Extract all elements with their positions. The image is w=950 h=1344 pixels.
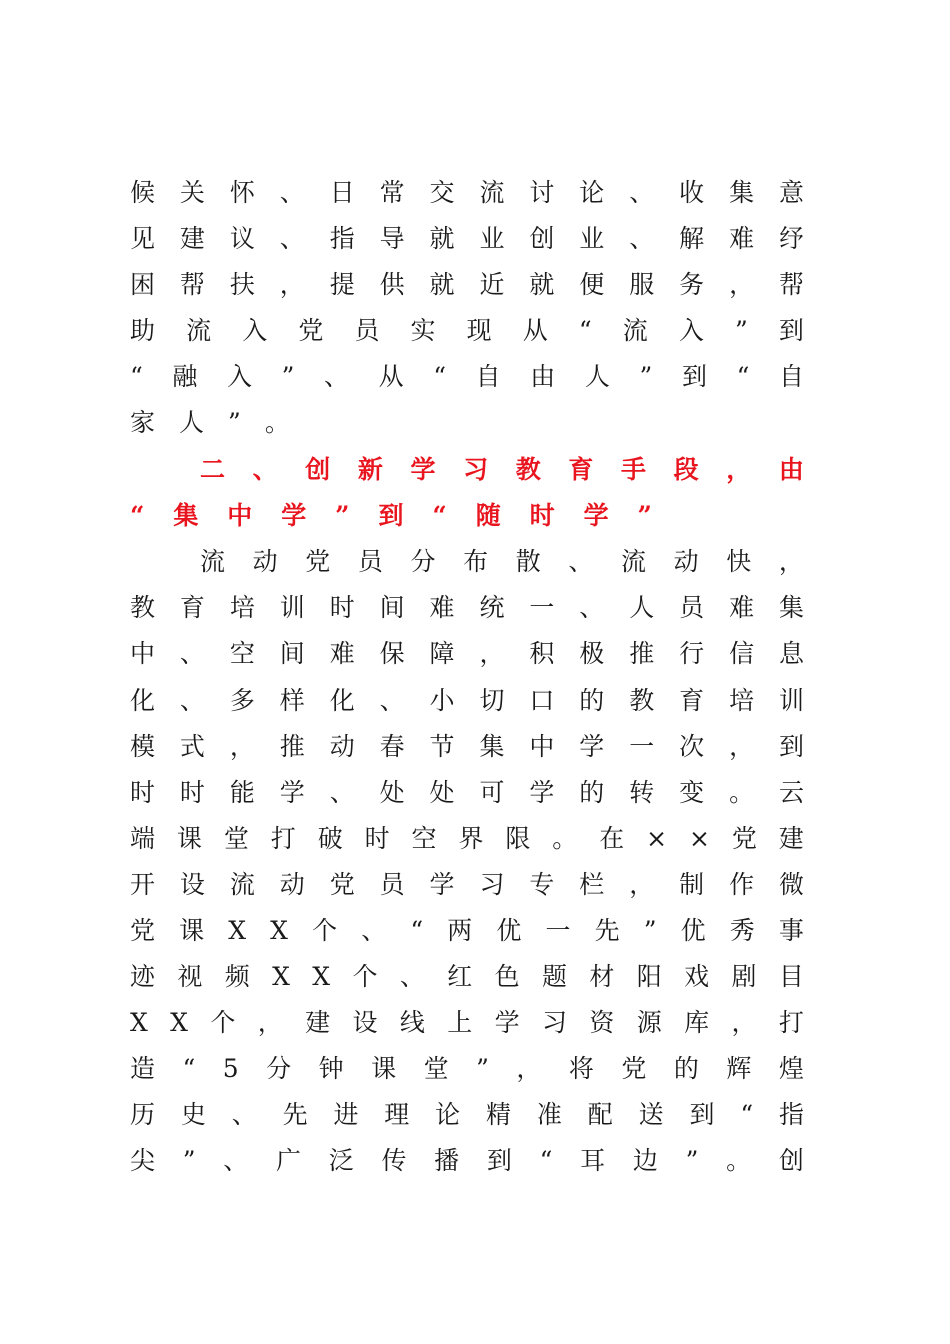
body-text-line: 端 课 堂 打 破 时 空 界 限 。 在 × × 党 建 — [130, 824, 804, 853]
body-text-line: “ 融 入 ” 、 从 “ 自 由 人 ” 到 “ 自 — [130, 362, 804, 391]
body-text-line: 教 育 培 训 时 间 难 统 一 、 人 员 难 集 — [130, 593, 804, 622]
body-text-line: 困 帮 扶 ， 提 供 就 近 就 便 服 务 ， 帮 — [130, 270, 804, 299]
body-text-line: 流 动 党 员 分 布 散 、 流 动 快 ， — [200, 547, 804, 576]
body-text-line: X X 个 ， 建 设 线 上 学 习 资 源 库 ， 打 — [130, 1008, 804, 1037]
body-text-line: 候 关 怀 、 日 常 交 流 讨 论 、 收 集 意 — [130, 178, 804, 207]
body-text-line: 时 时 能 学 、 处 处 可 学 的 转 变 。 云 — [130, 778, 804, 807]
body-text-line: 见 建 议 、 指 导 就 业 创 业 、 解 难 纾 — [130, 224, 804, 253]
section-heading-line: “ 集 中 学 ” 到 “ 随 时 学 ” — [130, 501, 652, 530]
body-text-line: 中 、 空 间 难 保 障 ， 积 极 推 行 信 息 — [130, 639, 804, 668]
body-text-line: 迹 视 频 X X 个 、 红 色 题 材 阳 戏 剧 目 — [130, 962, 804, 991]
body-text-line: 造 “ 5 分 钟 课 堂 ” ， 将 党 的 辉 煌 — [130, 1054, 804, 1083]
section-heading-line: 二 、 创 新 学 习 教 育 手 段 ， 由 — [200, 455, 804, 484]
body-text-line: 模 式 ， 推 动 春 节 集 中 学 一 次 ， 到 — [130, 732, 804, 761]
body-text-line: 助 流 入 党 员 实 现 从 “ 流 入 ” 到 — [130, 316, 804, 345]
body-text-line: 家 人 ” 。 — [130, 408, 314, 437]
body-text-line: 尖 ” 、 广 泛 传 播 到 “ 耳 边 ” 。 创 — [130, 1146, 804, 1175]
body-text-line: 开 设 流 动 党 员 学 习 专 栏 ， 制 作 微 — [130, 870, 804, 899]
body-text-line: 历 史 、 先 进 理 论 精 准 配 送 到 “ 指 — [130, 1100, 804, 1129]
body-text-line: 化 、 多 样 化 、 小 切 口 的 教 育 培 训 — [130, 686, 804, 715]
body-text-line: 党 课 X X 个 、 “ 两 优 一 先 ” 优 秀 事 — [130, 916, 804, 945]
